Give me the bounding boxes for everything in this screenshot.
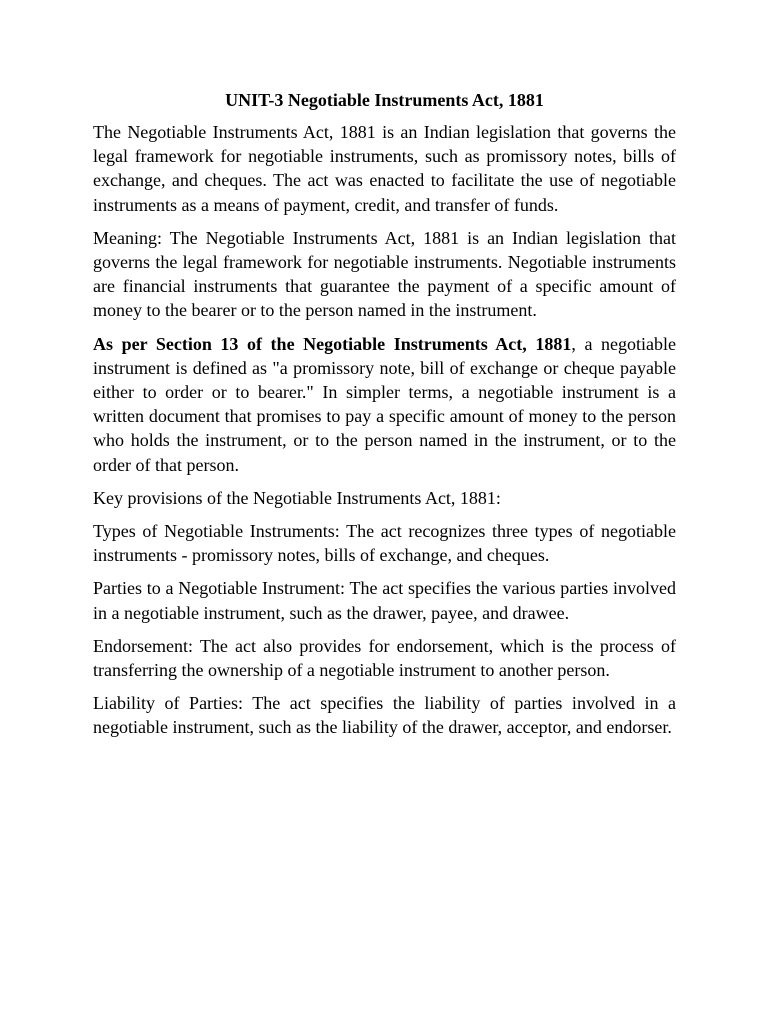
parties-paragraph: Parties to a Negotiable Instrument: The act specifies the various parties involved in a negotiable instrument, such as the drawer, payee, and drawee.: [93, 578, 676, 623]
meaning-paragraph: Meaning: The Negotiable Instruments Act, 1881 is an Indian legislation that governs the legal framework for negotiable instruments. Negotiable instruments are financial instruments that guarantee the payment of a specific amount of money to the bearer or to the person named in the instrument.: [93, 227, 676, 321]
section-13-text: , a negotiable instrument is defined as "a promissory note, bill of exchange or cheque payable either to order or to bearer." In simpler terms, a negotiable instrument is a written document that promises to pay a specific amount of money to the person who holds the instrument, or to the person named in the instrument, or to the order of that person.: [93, 333, 676, 475]
intro-paragraph: The Negotiable Instruments Act, 1881 is an Indian legislation that governs the legal framework for negotiable instruments, such as promissory notes, bills of exchange, and cheques. The act was enacted to facilitate the use of negotiable instruments as a means of payment, credit, and transfer of funds.: [93, 122, 676, 215]
types-paragraph: Types of Negotiable Instruments: The act recognizes three types of negotiable instruments - promissory notes, bills of exchange, and cheques.: [93, 521, 676, 566]
key-provisions-heading: Key provisions of the Negotiable Instruments Act, 1881:: [93, 487, 501, 508]
page-title: UNIT-3 Negotiable Instruments Act, 1881: [225, 90, 544, 110]
liability-paragraph: Liability of Parties: The act specifies the liability of parties involved in a negotiable instrument, such as the liability of the drawer, acceptor, and endorser.: [93, 693, 676, 738]
section-13-heading: As per Section 13 of the Negotiable Instruments Act, 1881: [93, 333, 572, 354]
section-13-paragraph: [93, 332, 676, 477]
endorsement-paragraph: Endorsement: The act also provides for endorsement, which is the process of transferring the ownership of a negotiable instrument to another person.: [93, 635, 676, 681]
